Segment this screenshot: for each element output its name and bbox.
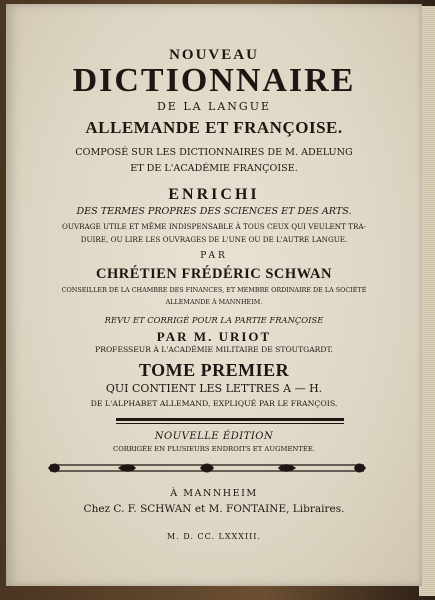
rule-thick	[116, 418, 344, 421]
langues: ALLEMANDE ET FRANÇOISE.	[85, 118, 343, 137]
professeur: PROFESSEUR À L'ACADÉMIE MILITAIRE DE STOUTGARDT.	[95, 345, 333, 354]
de-la-langue: DE LA LANGUE	[156, 100, 272, 113]
enrichi: ENRICHI	[168, 186, 260, 203]
author: CHRÉTIEN FRÉDÉRIC SCHWAN	[96, 266, 332, 282]
author-title-line-2: ALLEMANDE À MANNHEIM.	[165, 298, 263, 306]
author-title-line-1: CONSEILLER DE LA CHAMBRE DES FINANCES, ET MEMBRE ORDINAIRE DE LA SOCIÉTÉ	[61, 286, 367, 294]
termes: DES TERMES PROPRES DES SCIENCES ET DES ARTS.	[76, 206, 352, 217]
dictionnaire: DICTIONNAIRE	[72, 62, 356, 99]
ouvrage-line-1: OUVRAGE UTILE ET MÊME INDISPENSABLE À TOUS CEUX QUI VEULENT TRA-	[62, 222, 366, 231]
title-page	[6, 4, 422, 586]
par-uriot: PAR M. URIOT	[156, 329, 272, 344]
city: À MANNHEIM	[170, 488, 258, 499]
tome: TOME PREMIER	[138, 360, 290, 380]
compose-line-2: ET DE L'ACADÉMIE FRANÇOISE.	[130, 163, 298, 174]
publishers: Chez C. F. SCHWAN et M. FONTAINE, Libraires.	[83, 503, 345, 515]
compose-line-1: COMPOSÉ SUR LES DICTIONNAIRES DE M. ADELUNG	[75, 147, 353, 158]
alphabet: DE L'ALPHABET ALLEMAND, EXPLIQUÉ PAR LE FRANÇOIS.	[90, 399, 338, 408]
contient: QUI CONTIENT LES LETTRES A — H.	[105, 382, 323, 395]
nouveau: NOUVEAU	[169, 47, 259, 63]
year: M. D. CC. LXXXIII.	[167, 532, 261, 541]
ouvrage-line-2: DUIRE, OU LIRE LES OUVRAGES DE L'UNE OU DE L'AUTRE LANGUE.	[80, 235, 348, 244]
par: PAR	[200, 251, 228, 261]
ornamental-rule	[46, 461, 368, 475]
revu: REVU ET CORRIGÉ POUR LA PARTIE FRANÇOISE	[104, 315, 324, 325]
edition: NOUVELLE ÉDITION	[154, 431, 274, 442]
corrigee: CORRIGÉE EN PLUSIEURS ENDROITS ET AUGMENTÉE.	[113, 445, 315, 453]
rule-thin	[116, 423, 344, 424]
